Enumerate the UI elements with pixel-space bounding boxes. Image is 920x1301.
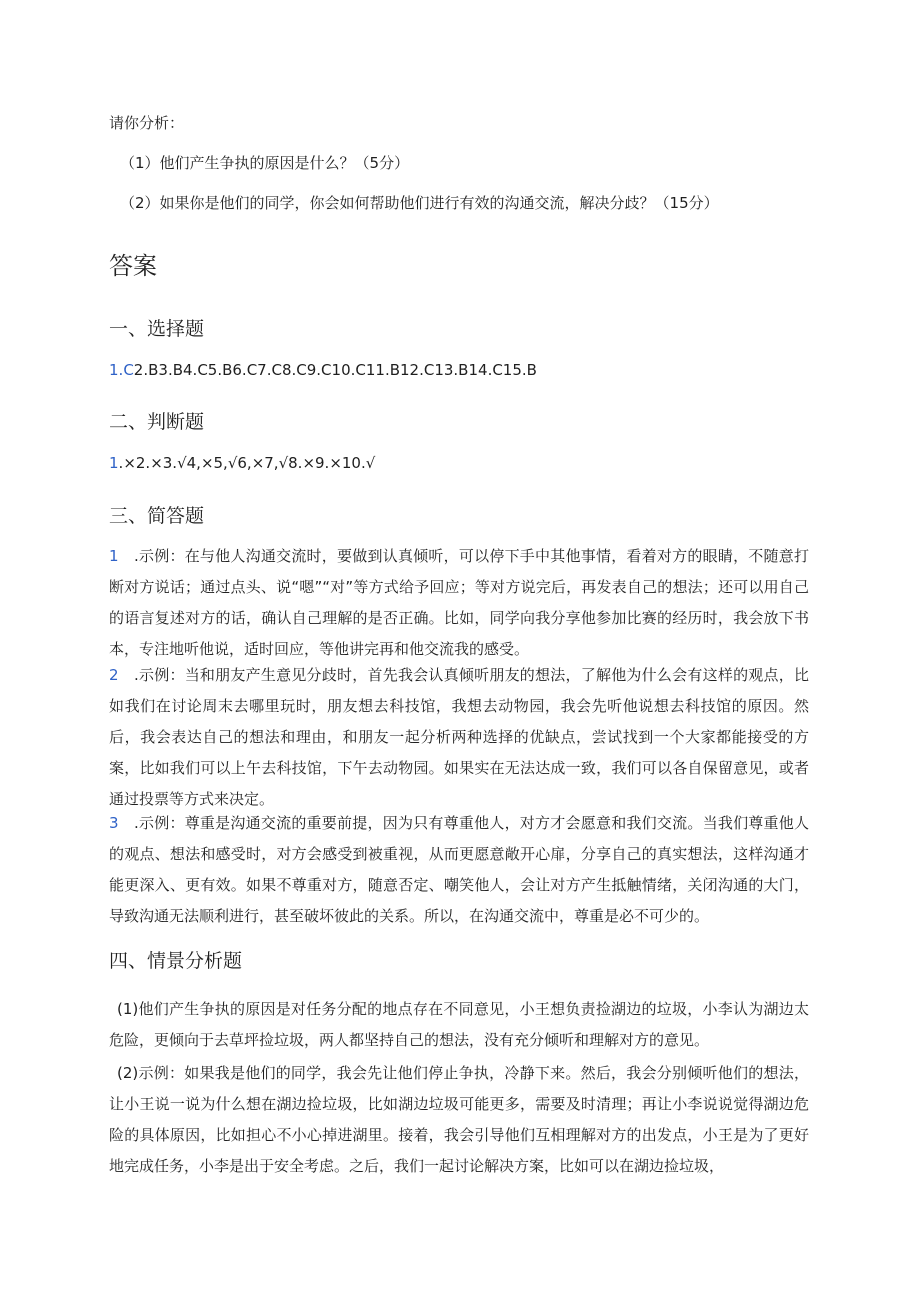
answers-title: 答案 <box>109 252 157 280</box>
section2-heading: 二、判断题 <box>109 411 205 433</box>
section3-item-2-text: .示例：当和朋友产生意见分歧时，首先我会认真倾听朋友的想法，了解他为什么会有这样的观点，比如我们在讨论周末去哪里玩时，朋友想去科技馆，我想去动物园，我会先听他说想去科技馆的原因。然后，我会表达自己的想法和理由，和朋友一起分析两种选择的优缺点，尝试找到一个大家都能接受的方案，比如我们可以上午去科技馆，下午去动物园。如果实在无法达成一致，我们可以各自保留意见，或者通过投票等方式来决定。 <box>109 666 809 808</box>
question-sub2: （2）如果你是他们的同学，你会如何帮助他们进行有效的沟通交流，解决分歧？（15分） <box>120 194 719 212</box>
section2-rest: .×2.×3.√4,×5,√6,×7,√8.×9.×10.√ <box>118 454 376 472</box>
section1-answers <box>109 359 537 381</box>
section3-item-3-text: .示例：尊重是沟通交流的重要前提，因为只有尊重他人，对方才会愿意和我们交流。当我们尊重他人的观点、想法和感受时，对方会感受到被重视，从而更愿意敞开心扉，分享自己的真实想法，这样沟通才能更深入、更有效。如果不尊重对方，随意否定、嘲笑他人，会让对方产生抵触情绪，关闭沟通的大门，导致沟通无法顺利进行，甚至破坏彼此的关系。所以，在沟通交流中，尊重是必不可少的。 <box>109 814 809 925</box>
section3-item-1-num: 1 <box>109 547 119 565</box>
section4-paragraph-2: (2)示例：如果我是他们的同学，我会先让他们停止争执，冷静下来。然后，我会分别倾听他们的想法，让小王说一说为什么想在湖边捡垃圾，比如湖边垃圾可能更多，需要及时清理；再让小李说说觉得湖边危险的具体原因，比如担心不小心掉进湖里。接着，我会引导他们互相理解对方的出发点，小王是为了更好地完成任务，小李是出于安全考虑。之后，我们一起讨论解决方案，比如可以在湖边捡垃圾， <box>109 1064 809 1175</box>
section3-item-1 <box>109 541 809 665</box>
section1-heading: 一、选择题 <box>109 318 205 340</box>
section2-first-num: 1 <box>109 454 119 472</box>
section3-item-3 <box>109 808 809 932</box>
section1-rest: 2.B3.B4.C5.B6.C7.C8.C9.C10.C11.B12.C13.B14.C15.B <box>133 361 537 379</box>
question-sub1: （1）他们产生争执的原因是什么？（5分） <box>120 154 410 172</box>
section3-item-1-text: .示例：在与他人沟通交流时，要做到认真倾听，可以停下手中其他事情，看着对方的眼睛，不随意打断对方说话；通过点头、说“嗯”“对”等方式给予回应；等对方说完后，再发表自己的想法；还可以用自己的语言复述对方的话，确认自己理解的是否正确。比如，同学向我分享他参加比赛的经历时，我会放下书本，专注地听他说，适时回应，等他讲完再和他交流我的感受。 <box>109 547 809 658</box>
section4-paragraph-1: (1)他们产生争执的原因是对任务分配的地点存在不同意见，小王想负责捡湖边的垃圾，小李认为湖边太危险，更倾向于去草坪捡垃圾，两人都坚持自己的想法，没有充分倾听和理解对方的意见。 <box>109 1000 809 1049</box>
question-prompt: 请你分析： <box>109 114 185 132</box>
section2-answers <box>109 452 375 474</box>
section3-item-2 <box>109 660 809 815</box>
section3-heading: 三、简答题 <box>109 505 205 527</box>
section3-item-3-num: 3 <box>109 814 119 832</box>
section1-first-num: 1. <box>109 361 124 379</box>
section4-heading: 四、情景分析题 <box>109 950 243 972</box>
section1-first-letter: C <box>123 361 134 379</box>
section3-item-2-num: 2 <box>109 666 119 684</box>
